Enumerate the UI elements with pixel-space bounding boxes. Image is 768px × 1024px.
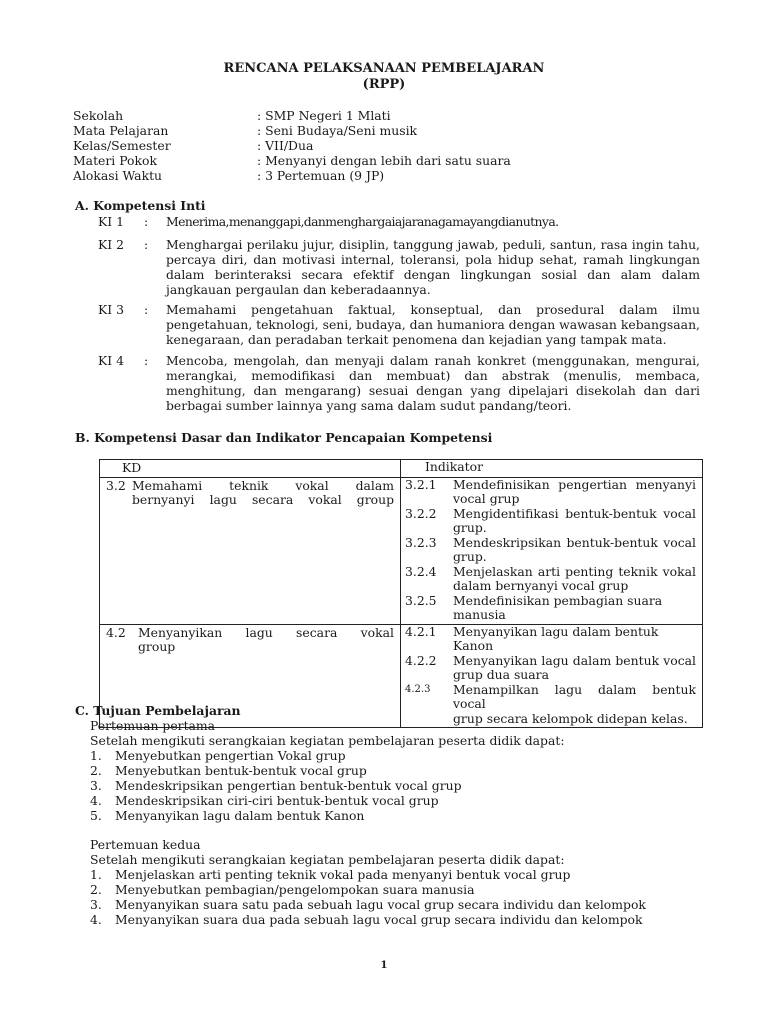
section-a-heading: A. Kompetensi Inti [75, 198, 206, 213]
list-number: 4. [90, 912, 102, 927]
indicator-line: grup secara kelompok didepan kelas. [453, 710, 688, 726]
indicator-line: grup dua suara [453, 667, 549, 682]
ki-colon: : [144, 353, 149, 368]
ki-line: percaya diri, dan motivasi internal, toleransi, pola hidup sehat, ramah lingkungan [166, 252, 700, 267]
list-number: 2. [90, 882, 102, 897]
kd-item [106, 479, 394, 508]
list-number: 1. [90, 867, 102, 882]
kd-line: Menyanyikan lagu secara vokal [138, 624, 394, 640]
section-b-heading: B. Kompetensi Dasar dan Indikator Pencapaian Kompetensi [75, 430, 493, 445]
ki-line: Menerima,menanggapi,danmenghargaiajaranagamayangdianutnya. [166, 214, 559, 229]
indicator-number: 4.2.2 [405, 652, 437, 668]
list-text: Menyebutkan pembagian/pengelompokan suara manusia [115, 882, 475, 897]
list-item [90, 867, 646, 882]
kd-indicator-table [99, 459, 703, 728]
identity-value: : Menyanyi dengan lebih dari satu suara [257, 153, 511, 168]
indicator-line: Menyanyikan lagu dalam bentuk vocal [453, 652, 696, 668]
kd-line: bernyanyi lagu secara vokal group [132, 492, 394, 507]
list-item [90, 763, 565, 778]
kd-text [132, 479, 394, 508]
list-number: 2. [90, 763, 102, 778]
indicator-line: Menyanyikan lagu dalam bentuk Kanon [453, 623, 659, 653]
list-item [90, 897, 646, 912]
ki-item-3 [98, 302, 700, 347]
list-number: 5. [90, 808, 102, 823]
identity-value: : 3 Pertemuan (9 JP) [257, 168, 385, 183]
ki-line: jangkauan pergaulan dan keberadaannya. [166, 282, 431, 297]
list-text: Mendeskripsikan ciri-ciri bentuk-bentuk vocal grup [115, 793, 439, 808]
list-text: Menyanyikan suara satu pada sebuah lagu vocal grup secara individu dan kelompok [115, 897, 646, 912]
list-item [90, 882, 646, 897]
objective-list [90, 867, 646, 927]
indicator-item [405, 565, 696, 594]
ki-colon: : [144, 237, 149, 252]
identity-value: : SMP Negeri 1 Mlati [257, 108, 391, 123]
list-item [90, 808, 565, 823]
list-item [90, 778, 565, 793]
indicator-number: 3.2.4 [405, 563, 437, 579]
identity-label: Kelas/Semester [73, 138, 171, 153]
indicator-text [453, 507, 696, 536]
list-item [90, 912, 646, 927]
document-subtitle: (RPP) [362, 77, 406, 92]
identity-value: : Seni Budaya/Seni musik [257, 123, 418, 138]
indicator-item [405, 625, 696, 654]
ki-code: KI 2 [98, 237, 124, 252]
indicator-line: dalam bernyanyi vocal grup [453, 578, 629, 593]
indicator-number: 3.2.1 [405, 476, 437, 492]
identity-value: : VII/Dua [257, 138, 314, 153]
indicator-cell [401, 477, 703, 624]
indicator-item [405, 507, 696, 536]
indicator-line: Menjelaskan arti penting teknik vokal [453, 563, 696, 579]
ki-text [166, 302, 700, 347]
indicator-line: Mengidentifikasi bentuk-bentuk vocal [453, 505, 696, 521]
list-text: Menyanyikan suara dua pada sebuah lagu vocal grup secara individu dan kelompok [115, 912, 643, 927]
objective-list [90, 748, 565, 823]
ki-line: Mencoba, mengolah, dan menyaji dalam ranah konkret (menggunakan, mengurai, [166, 353, 700, 368]
kd-line: group [138, 639, 176, 654]
indicator-line: vocal grup [453, 491, 520, 506]
ki-item-4 [98, 353, 700, 413]
kd-cell [100, 477, 401, 624]
kd-text [138, 626, 394, 655]
indicator-item [405, 478, 696, 507]
meeting-intro: Setelah mengikuti serangkaian kegiatan pembelajaran peserta didik dapat: [90, 852, 565, 867]
indicator-line: Mendeskripsikan bentuk-bentuk vocal [453, 534, 696, 550]
meeting-second [90, 837, 646, 927]
ki-line: merangkai, memodifikasi dan membuat) dan abstrak (menulis, membaca, [166, 368, 700, 383]
table-header-kd: KD [100, 460, 401, 478]
list-text: Mendeskripsikan pengertian bentuk-bentuk vocal grup [115, 778, 462, 793]
ki-line: berbagai sumber lainnya yang sama dalam sudut pandang/teori. [166, 398, 572, 413]
identity-label: Mata Pelajaran [73, 123, 169, 138]
list-text: Menyebutkan bentuk-bentuk vocal grup [115, 763, 367, 778]
identity-label: Materi Pokok [73, 153, 157, 168]
ki-line: dalam berinteraksi secara efektif dengan lingkungan sosial dan alam dalam [166, 267, 700, 282]
ki-text [166, 214, 700, 229]
kd-number: 3.2 [106, 477, 126, 493]
indicator-item [405, 654, 696, 683]
list-number: 3. [90, 897, 102, 912]
ki-line: kenegaraan, dan peradaban terkait penomena dan kejadian yang tampak mata. [166, 332, 667, 347]
meeting-first [90, 718, 565, 823]
indicator-line: grup. [453, 520, 487, 535]
list-text: Menjelaskan arti penting teknik vokal pada menyanyi bentuk vocal grup [115, 867, 571, 882]
meeting-intro: Setelah mengikuti serangkaian kegiatan pembelajaran peserta didik dapat: [90, 733, 565, 748]
ki-code: KI 3 [98, 302, 124, 317]
ki-text [166, 237, 700, 297]
indicator-text [453, 594, 696, 623]
identity-label: Sekolah [73, 108, 124, 123]
kd-item [106, 626, 394, 655]
ki-line: menghitung, dan mengarang) sesuai dengan yang dipelajari disekolah dan dari [166, 383, 700, 398]
indicator-text [453, 654, 696, 683]
section-c-heading: C. Tujuan Pembelajaran [75, 703, 241, 718]
indicator-number: 3.2.3 [405, 534, 437, 550]
meeting-title: Pertemuan kedua [90, 837, 201, 852]
indicator-line: Mendefinisikan pengertian menyanyi [453, 476, 696, 492]
indicator-number: 4.2.1 [405, 623, 437, 639]
kd-line: Memahami teknik vokal dalam [132, 477, 394, 493]
ki-text [166, 353, 700, 413]
list-number: 4. [90, 793, 102, 808]
ki-line: Menghargai perilaku jujur, disiplin, tanggung jawab, peduli, santun, rasa ingin tahu, [166, 237, 700, 252]
indicator-text [453, 625, 696, 654]
document-title: RENCANA PELAKSANAAN PEMBELAJARAN [223, 61, 545, 76]
table-header-indicator: Indikator [401, 460, 703, 478]
meeting-title: Pertemuan pertama [90, 718, 216, 733]
indicator-item [405, 594, 696, 623]
identity-label: Alokasi Waktu [73, 168, 163, 183]
kd-number: 4.2 [106, 624, 126, 640]
list-number: 1. [90, 748, 102, 763]
table-row [100, 477, 703, 624]
ki-item-1 [98, 214, 700, 229]
ki-line: Memahami pengetahuan faktual, konseptual, dan prosedural dalam ilmu [166, 302, 700, 317]
list-number: 3. [90, 778, 102, 793]
list-text: Menyebutkan pengertian Vokal grup [115, 748, 346, 763]
list-text: Menyanyikan lagu dalam bentuk Kanon [115, 808, 365, 823]
table-header-row [100, 460, 703, 478]
indicator-line: Mendefinisikan pembagian suara manusia [453, 592, 663, 622]
indicator-line: grup. [453, 549, 487, 564]
indicator-text [453, 565, 696, 594]
ki-code: KI 4 [98, 353, 124, 368]
indicator-item [405, 536, 696, 565]
indicator-text [453, 536, 696, 565]
ki-colon: : [144, 214, 149, 229]
ki-item-2 [98, 237, 700, 297]
indicator-cell [401, 624, 703, 728]
indicator-number: 3.2.2 [405, 505, 437, 521]
indicator-number: 3.2.5 [405, 592, 437, 608]
list-item [90, 748, 565, 763]
list-item [90, 793, 565, 808]
page-number: 1 [380, 960, 388, 971]
indicator-number: 4.2.3 [405, 683, 431, 695]
ki-colon: : [144, 302, 149, 317]
indicator-text [453, 478, 696, 507]
ki-line: pengetahuan, teknologi, seni, budaya, dan humaniora dengan wawasan kebangsaan, [166, 317, 700, 332]
ki-code: KI 1 [98, 214, 124, 229]
indicator-line: Menampilkan lagu dalam bentuk vocal [453, 681, 696, 711]
